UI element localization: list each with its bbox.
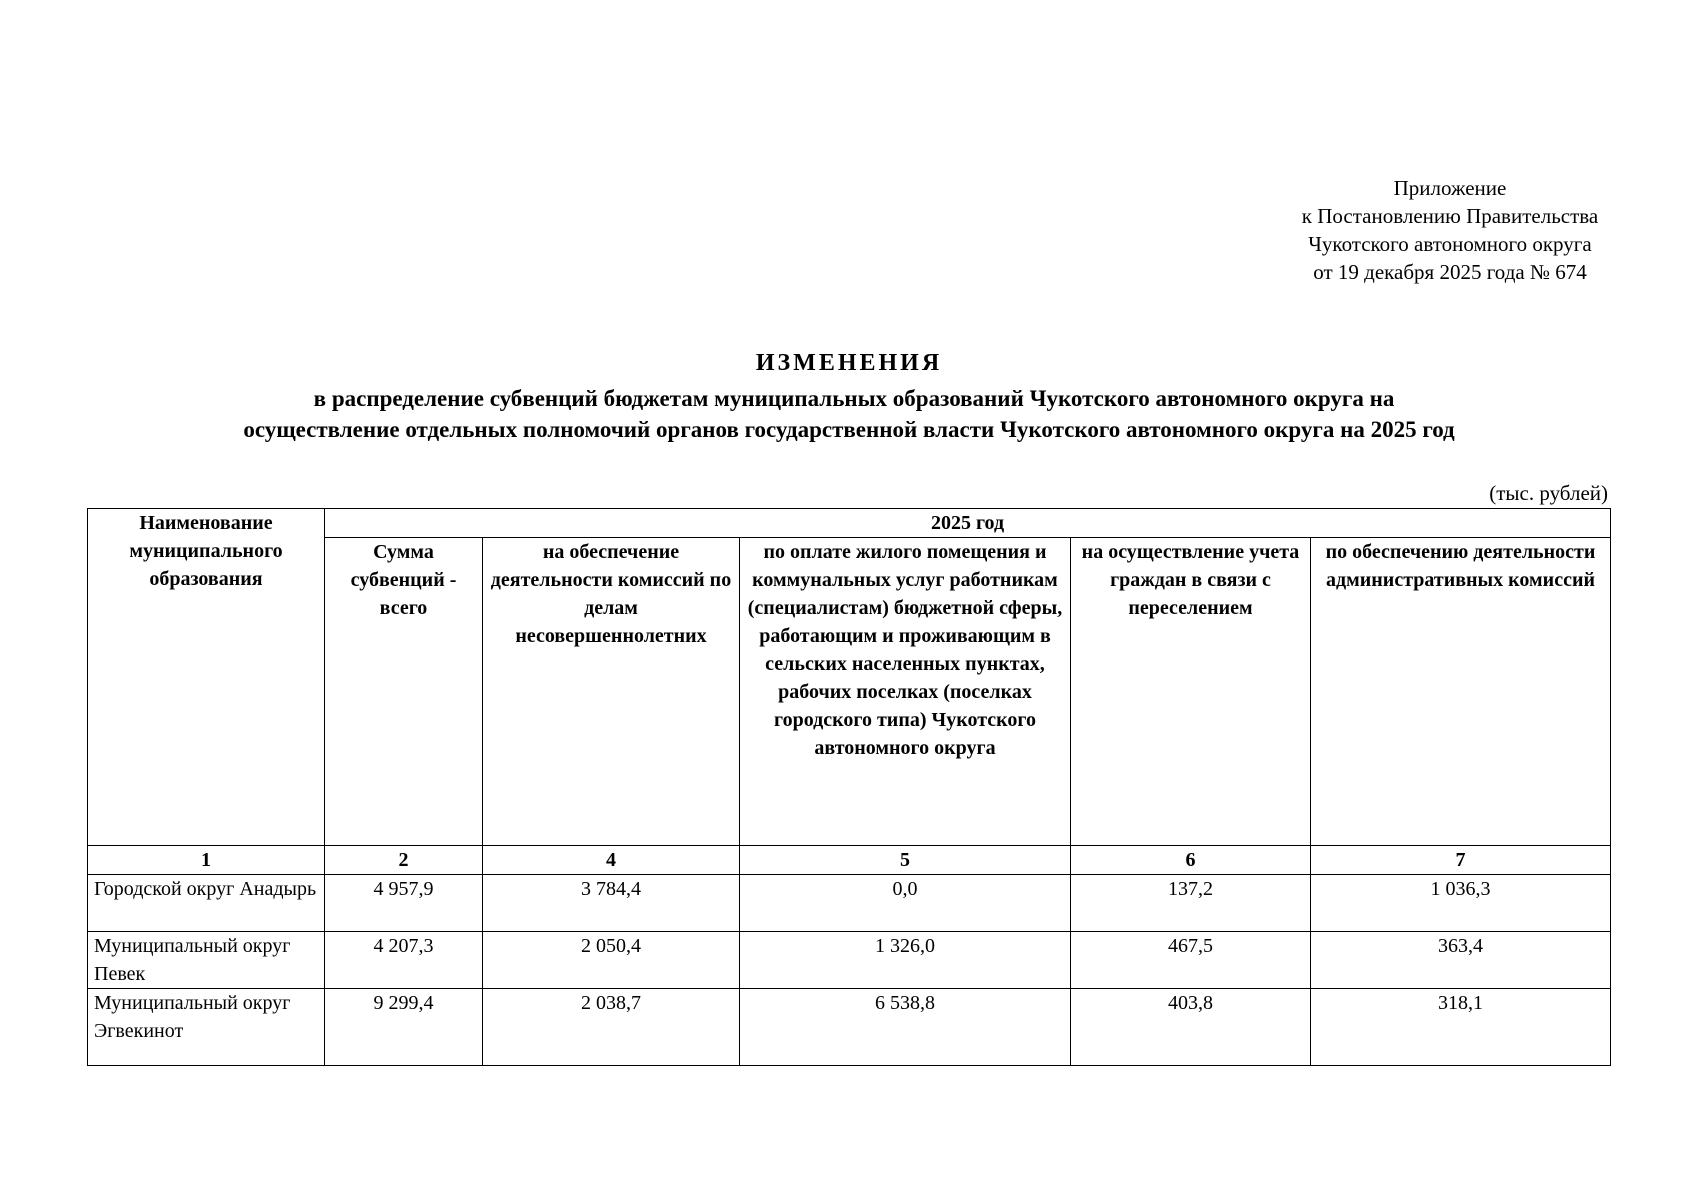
value-cell: 467,5 (1071, 932, 1311, 989)
document-title: ИЗМЕНЕНИЯ (755, 350, 943, 376)
value-cell: 0,0 (740, 875, 1071, 932)
subventions-table (87, 508, 1611, 1066)
value-cell: 318,1 (1311, 989, 1611, 1066)
value-cell: 6 538,8 (740, 989, 1071, 1066)
appendix-line: Чукотского автономного округа (1308, 232, 1592, 256)
appendix-line: Приложение (1393, 176, 1507, 200)
table-row (88, 989, 1611, 1066)
value-cell: 2 038,7 (483, 989, 740, 1066)
appendix-line: к Постановлению Правительства (1301, 204, 1599, 228)
value-cell: 4 207,3 (325, 932, 483, 989)
header-resettlement-accounting: на осуществление учета граждан в связи с переселением (1071, 538, 1311, 846)
value-cell: 1 036,3 (1311, 875, 1611, 932)
table-header-row (88, 509, 1611, 538)
table-row (88, 932, 1611, 989)
units-label: (тыс. рублей) (1489, 481, 1608, 505)
municipality-name: Муниципальный округ Певек (88, 932, 325, 989)
header-housing-payments: по оплате жилого помещения и коммунальных услуг работникам (специалистам) бюджетной сферы, работающим и проживающим в сельских населенных пунктах, рабочих поселках (поселках городского типа) Чукотского автономного округа (740, 538, 1071, 846)
value-cell: 3 784,4 (483, 875, 740, 932)
column-number: 5 (740, 846, 1071, 875)
header-administrative-commissions: по обеспечению деятельности административных комиссий (1311, 538, 1611, 846)
document-subtitle-line-2: осуществление отдельных полномочий органов государственной власти Чукотского автономного округа на 2025 год (243, 417, 1455, 442)
municipality-name: Муниципальный округ Эгвекинот (88, 989, 325, 1066)
appendix-block (1250, 174, 1650, 286)
header-total: Сумма субвенций - всего (325, 538, 483, 846)
value-cell: 9 299,4 (325, 989, 483, 1066)
value-cell: 363,4 (1311, 932, 1611, 989)
municipality-name: Городской округ Анадырь (88, 875, 325, 932)
table-row (88, 875, 1611, 932)
value-cell: 1 326,0 (740, 932, 1071, 989)
value-cell: 403,8 (1071, 989, 1311, 1066)
column-numbers-row (88, 846, 1611, 875)
header-juvenile-commissions: на обеспечение деятельности комиссий по делам несовершеннолетних (483, 538, 740, 846)
column-number: 1 (88, 846, 325, 875)
header-municipality: Наименование муниципального образования (88, 509, 325, 846)
document-subtitle-line-1: в распределение субвенций бюджетам муниципальных образований Чукотского автономного округа на (313, 386, 1395, 411)
column-number: 4 (483, 846, 740, 875)
value-cell: 2 050,4 (483, 932, 740, 989)
value-cell: 4 957,9 (325, 875, 483, 932)
header-year: 2025 год (325, 509, 1611, 538)
column-number: 2 (325, 846, 483, 875)
value-cell: 137,2 (1071, 875, 1311, 932)
column-number: 6 (1071, 846, 1311, 875)
appendix-line: от 19 декабря 2025 года № 674 (1313, 260, 1587, 284)
column-number: 7 (1311, 846, 1611, 875)
